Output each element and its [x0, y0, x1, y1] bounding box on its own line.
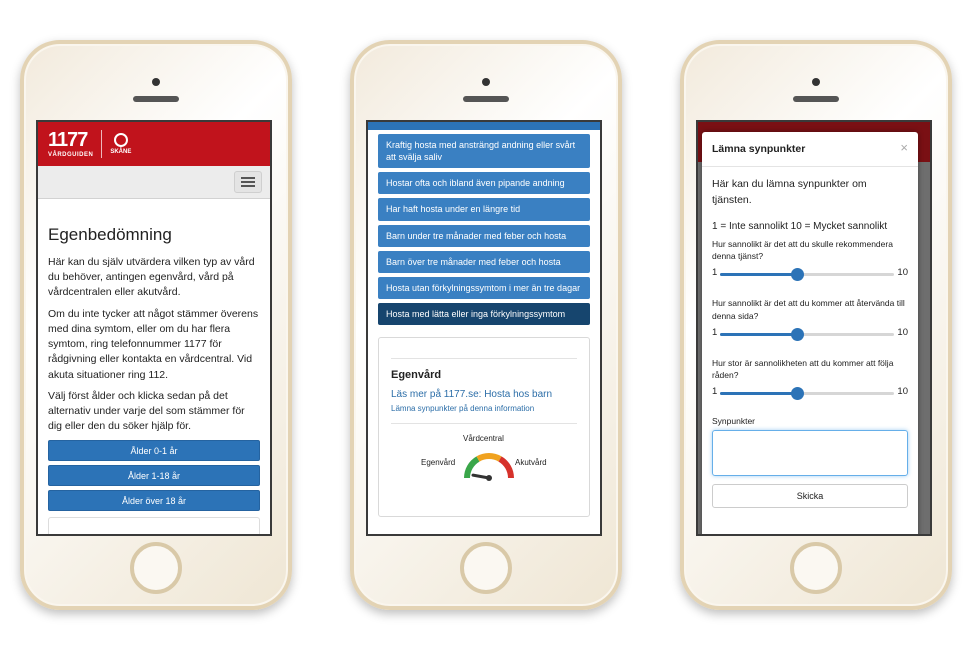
gauge-label-akutvard: Akutvård — [515, 458, 547, 468]
gauge-icon — [459, 448, 519, 482]
slider-min: 1 — [712, 386, 718, 397]
comment-label: Synpunkter — [712, 416, 755, 426]
feedback-modal — [702, 132, 918, 536]
speaker-icon — [133, 96, 179, 102]
home-button[interactable] — [130, 542, 182, 594]
option-langre-tid[interactable]: Har haft hosta under en längre tid — [378, 198, 590, 220]
camera-icon — [482, 78, 490, 86]
divider — [391, 358, 577, 359]
slider-max: 10 — [897, 267, 908, 278]
slider-thumb[interactable] — [791, 268, 804, 281]
care-level-gauge — [391, 434, 577, 494]
skane-emblem-icon — [114, 133, 128, 147]
slider-thumb[interactable] — [791, 328, 804, 341]
logo-region: SKÅNE — [110, 149, 132, 155]
modal-title: Lämna synpunkter — [712, 143, 806, 155]
slider-thumb[interactable] — [791, 387, 804, 400]
slider-track[interactable] — [720, 333, 894, 336]
return-slider[interactable] — [712, 327, 908, 341]
speaker-icon — [463, 96, 509, 102]
question-return: Hur sannolikt är det att du kommer att återvända till denna sida? — [712, 298, 905, 321]
next-card — [48, 517, 260, 536]
screen-symptom-options — [366, 120, 602, 536]
gauge-label-vardcentral: Vårdcentral — [463, 434, 504, 444]
follow-advice-slider[interactable] — [712, 386, 908, 400]
logo-1177[interactable] — [48, 130, 102, 158]
age-over-18-button[interactable]: Ålder över 18 år — [48, 490, 260, 511]
option-utan-forkylning[interactable]: Hosta utan förkylningssymtom i mer än tre dagar — [378, 277, 590, 299]
slider-max: 10 — [897, 386, 908, 397]
logo-name: VÅRDGUIDEN — [48, 152, 94, 158]
camera-icon — [152, 78, 160, 86]
logo-skane — [102, 133, 131, 155]
phone-3 — [680, 40, 952, 610]
modal-header — [702, 132, 918, 167]
navbar — [38, 166, 270, 199]
option-kraftig-hosta[interactable]: Kraftig hosta med ansträngd andning eller svårt att svälja saliv — [378, 134, 590, 168]
home-button[interactable] — [790, 542, 842, 594]
modal-body — [702, 167, 918, 518]
slider-track[interactable] — [720, 392, 894, 395]
option-under-tre-manader[interactable]: Barn under tre månader med feber och hosta — [378, 225, 590, 247]
slider-track[interactable] — [720, 273, 894, 276]
slider-max: 10 — [897, 326, 908, 338]
option-over-tre-manader[interactable]: Barn över tre månader med feber och hosta — [378, 251, 590, 273]
slider-min: 1 — [712, 326, 718, 338]
question-recommend: Hur sannolikt är det att du skulle rekommendera denna tjänst? — [712, 238, 893, 262]
screen-feedback — [696, 120, 932, 536]
option-hostar-ofta[interactable]: Hostar ofta och ibland även pipande andning — [378, 172, 590, 194]
site-header — [38, 122, 270, 166]
option-above-edge — [368, 122, 600, 130]
hamburger-icon[interactable] — [234, 171, 262, 193]
option-latta-forkylning-selected[interactable]: Hosta med lätta eller inga förkylningssymtom — [378, 303, 590, 325]
recommend-slider[interactable] — [712, 267, 908, 281]
home-button[interactable] — [460, 542, 512, 594]
intro-paragraph: Här kan du själv utvärdera vilken typ av vård du behöver, antingen egenvård, vård på vårdcentralen eller akutvård. — [48, 256, 255, 299]
camera-icon — [812, 78, 820, 86]
age-1-18-button[interactable]: Ålder 1-18 år — [48, 465, 260, 486]
slider-min: 1 — [712, 267, 718, 278]
modal-intro: Här kan du lämna synpunkter om tjänsten. — [712, 178, 867, 206]
age-0-1-button[interactable]: Ålder 0-1 år — [48, 440, 260, 461]
read-more-link[interactable]: Läs mer på 1177.se: Hosta hos barn — [391, 389, 553, 401]
screen-egenbedomning — [36, 120, 272, 536]
page-title: Egenbedömning — [48, 225, 172, 244]
instruction-paragraph: Välj först ålder och klicka sedan på det alternativ under varje del som stämmer för dig eller den du söker hjälp för. — [48, 389, 245, 433]
comment-textarea[interactable] — [712, 430, 908, 476]
gauge-label-egenvard: Egenvård — [421, 458, 456, 468]
question-follow-advice: Hur stor är sannolikheten att du kommer att följa råden? — [712, 357, 894, 381]
divider — [391, 423, 577, 424]
phone-1 — [20, 40, 292, 610]
scale-description: 1 = Inte sannolikt 10 = Mycket sannolikt — [712, 220, 888, 232]
feedback-link[interactable]: Lämna synpunkter på denna information — [391, 404, 535, 414]
info-paragraph: Om du inte tycker att något stämmer överens med dina symtom, eller om du har flera symtom, ring telefonnummer 1177 för rådgivning eller kontakta en vårdcentral. Vid akuta situationer ring 112. — [48, 307, 259, 381]
close-icon[interactable]: × — [900, 140, 908, 155]
speaker-icon — [793, 96, 839, 102]
phone-2 — [350, 40, 622, 610]
logo-number: 1177 — [48, 129, 88, 151]
main-content — [38, 199, 270, 511]
result-title: Egenvård — [391, 369, 442, 382]
result-card — [378, 337, 590, 517]
submit-button[interactable]: Skicka — [712, 484, 908, 508]
